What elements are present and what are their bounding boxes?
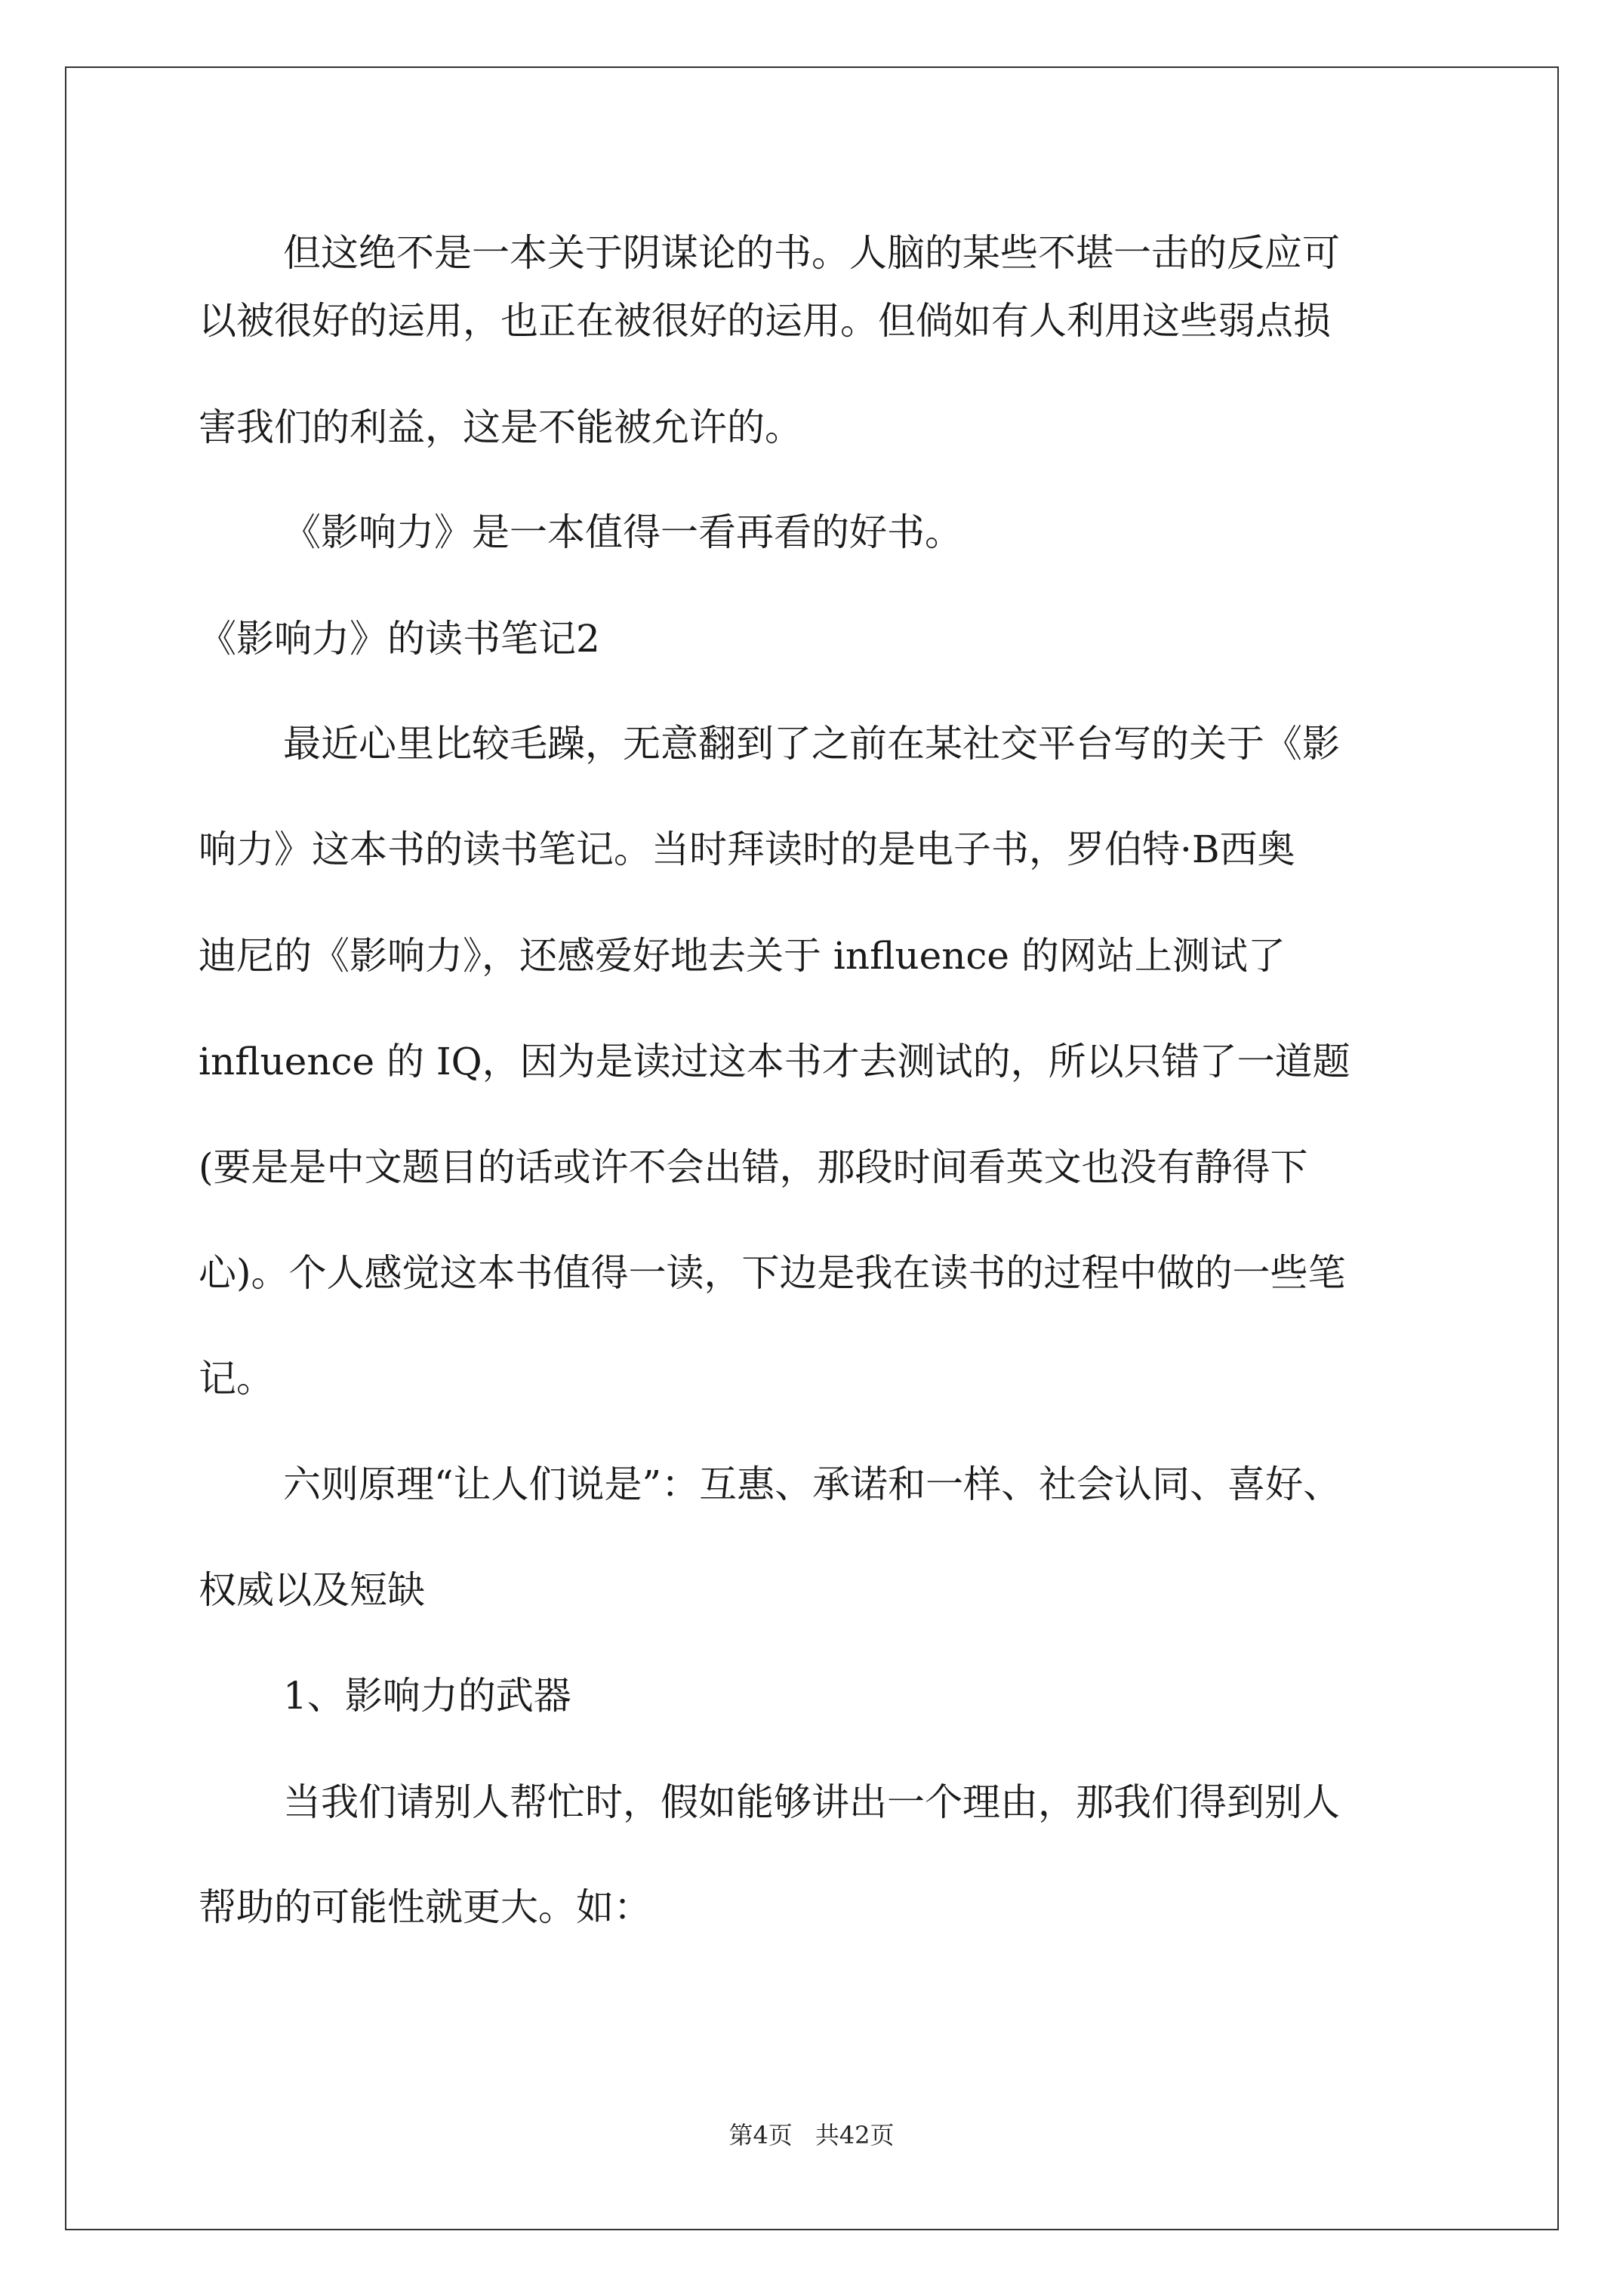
paragraph-line: 心)。个人感觉这本书值得一读，下边是我在读书的过程中做的一些笔 <box>199 1251 1346 1295</box>
paragraph-line: 六则原理“让人们说是”：互惠、承诺和一样、社会认同、喜好、 <box>283 1462 1341 1506</box>
paragraph-line: 《影响力》是一本值得一看再看的好书。 <box>283 510 962 554</box>
paragraph-line: 当我们请别人帮忙时，假如能够讲出一个理由，那我们得到别人 <box>283 1780 1340 1824</box>
list-heading: 1、影响力的武器 <box>283 1674 571 1718</box>
paragraph-line: influence 的 IQ，因为是读过这本书才去测试的，所以只错了一道题 <box>199 1040 1350 1083</box>
page-number-total: 共42页 <box>815 2121 895 2150</box>
section-heading: 《影响力》的读书笔记2 <box>199 617 600 661</box>
paragraph-line: 害我们的利益，这是不能被允许的。 <box>199 405 802 449</box>
page-footer <box>0 2120 1623 2150</box>
paragraph-line: 权威以及短缺 <box>199 1568 425 1612</box>
paragraph-line: 记。 <box>199 1357 274 1401</box>
paragraph-line: 迪尼的《影响力》，还感爱好地去关于 influence 的网站上测试了 <box>199 934 1286 978</box>
paragraph-line: 帮助的可能性就更大。如： <box>199 1885 651 1929</box>
paragraph-line: 响力》这本书的读书笔记。当时拜读时的是电子书，罗伯特·B西奥 <box>199 827 1295 871</box>
paragraph-line: 以被很好的运用，也正在被很好的运用。但倘如有人利用这些弱点损 <box>199 299 1331 343</box>
page-number-current: 第4页 <box>728 2121 793 2150</box>
paragraph-line: (要是是中文题目的话或许不会出错，那段时间看英文也没有静得下 <box>199 1145 1308 1189</box>
paragraph-line: 但这绝不是一本关于阴谋论的书。人脑的某些不堪一击的反应可 <box>283 231 1340 275</box>
paragraph-line: 最近心里比较毛躁，无意翻到了之前在某社交平台写的关于《影 <box>283 722 1340 766</box>
